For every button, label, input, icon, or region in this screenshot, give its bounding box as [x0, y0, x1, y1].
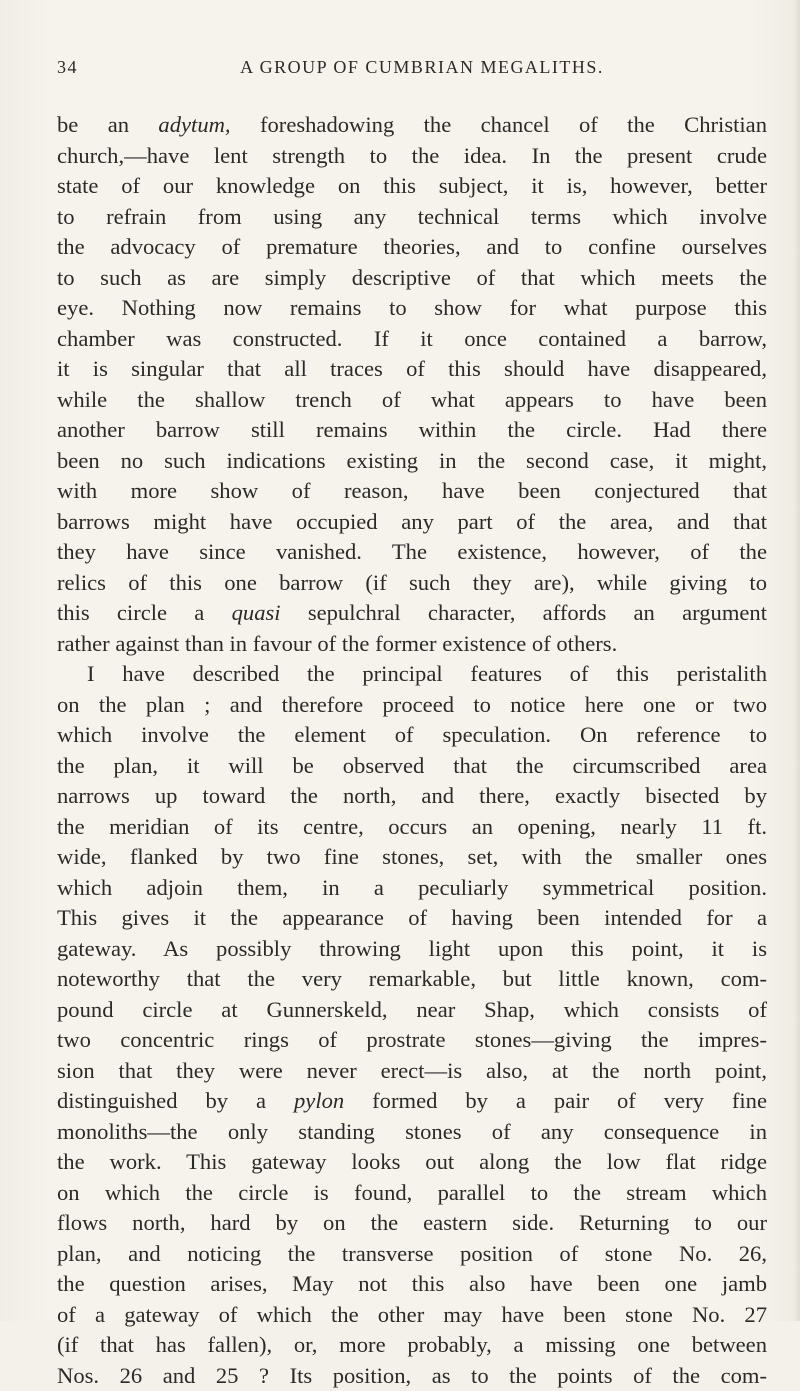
text-line: be an adytum, foreshadowing the chancel of the Christian: [57, 110, 767, 141]
text-line: to such as are simply descriptive of that which meets the: [57, 263, 767, 294]
text-line: gateway. As possibly throwing light upon this point, it is: [57, 934, 767, 965]
text-line: monoliths—the only standing stones of any consequence in: [57, 1117, 767, 1148]
text-line: with more show of reason, have been conjectured that: [57, 476, 767, 507]
text-line: narrows up toward the north, and there, exactly bisected by: [57, 781, 767, 812]
text-line: on which the circle is found, parallel to the stream which: [57, 1178, 767, 1209]
text-line: eye. Nothing now remains to show for what purpose this: [57, 293, 767, 324]
italic-term: quasi: [232, 600, 281, 625]
text-line: rather against than in favour of the former existence of others.: [57, 629, 767, 660]
text-line: the plan, it will be observed that the circumscribed area: [57, 751, 767, 782]
text-line: this circle a quasi sepulchral character, affords an argument: [57, 598, 767, 629]
page-edge-shadow: [794, 0, 800, 1321]
body-text: [57, 110, 767, 1391]
italic-term: adytum,: [158, 112, 230, 137]
text-line: noteworthy that the very remarkable, but little known, com-: [57, 964, 767, 995]
text-line: to refrain from using any technical terms which involve: [57, 202, 767, 233]
running-head: [57, 57, 767, 81]
text-line: I have described the principal features of this peristalith: [57, 659, 767, 690]
text-line: which adjoin them, in a peculiarly symmetrical position.: [57, 873, 767, 904]
text-line: the meridian of its centre, occurs an opening, nearly 11 ft.: [57, 812, 767, 843]
running-title: A GROUP OF CUMBRIAN MEGALITHS.: [57, 57, 767, 78]
text-line: relics of this one barrow (if such they are), while giving to: [57, 568, 767, 599]
text-line: Nos. 26 and 25 ? Its position, as to the points of the com-: [57, 1361, 767, 1391]
text-line: (if that has fallen), or, more probably, a missing one between: [57, 1330, 767, 1361]
text-line: plan, and noticing the transverse position of stone No. 26,: [57, 1239, 767, 1270]
text-line: sion that they were never erect—is also, at the north point,: [57, 1056, 767, 1087]
text-line: the work. This gateway looks out along the low flat ridge: [57, 1147, 767, 1178]
italic-term: pylon: [294, 1088, 344, 1113]
text-line: This gives it the appearance of having been intended for a: [57, 903, 767, 934]
text-line: of a gateway of which the other may have been stone No. 27: [57, 1300, 767, 1331]
page-number: 34: [57, 57, 78, 78]
text-line: been no such indications existing in the second case, it might,: [57, 446, 767, 477]
text-line: distinguished by a pylon formed by a pair of very fine: [57, 1086, 767, 1117]
text-line: while the shallow trench of what appears to have been: [57, 385, 767, 416]
text-line: another barrow still remains within the circle. Had there: [57, 415, 767, 446]
text-line: they have since vanished. The existence, however, of the: [57, 537, 767, 568]
text-line: barrows might have occupied any part of the area, and that: [57, 507, 767, 538]
text-line: church,—have lent strength to the idea. In the present crude: [57, 141, 767, 172]
text-line: it is singular that all traces of this should have disappeared,: [57, 354, 767, 385]
text-line: on the plan ; and therefore proceed to notice here one or two: [57, 690, 767, 721]
text-line: two concentric rings of prostrate stones—giving the impres-: [57, 1025, 767, 1056]
text-line: pound circle at Gunnerskeld, near Shap, which consists of: [57, 995, 767, 1026]
text-line: which involve the element of speculation. On reference to: [57, 720, 767, 751]
text-line: flows north, hard by on the eastern side. Returning to our: [57, 1208, 767, 1239]
text-line: the advocacy of premature theories, and to confine ourselves: [57, 232, 767, 263]
text-line: the question arises, May not this also have been one jamb: [57, 1269, 767, 1300]
text-line: state of our knowledge on this subject, it is, however, better: [57, 171, 767, 202]
text-line: wide, flanked by two fine stones, set, with the smaller ones: [57, 842, 767, 873]
text-line: chamber was constructed. If it once contained a barrow,: [57, 324, 767, 355]
